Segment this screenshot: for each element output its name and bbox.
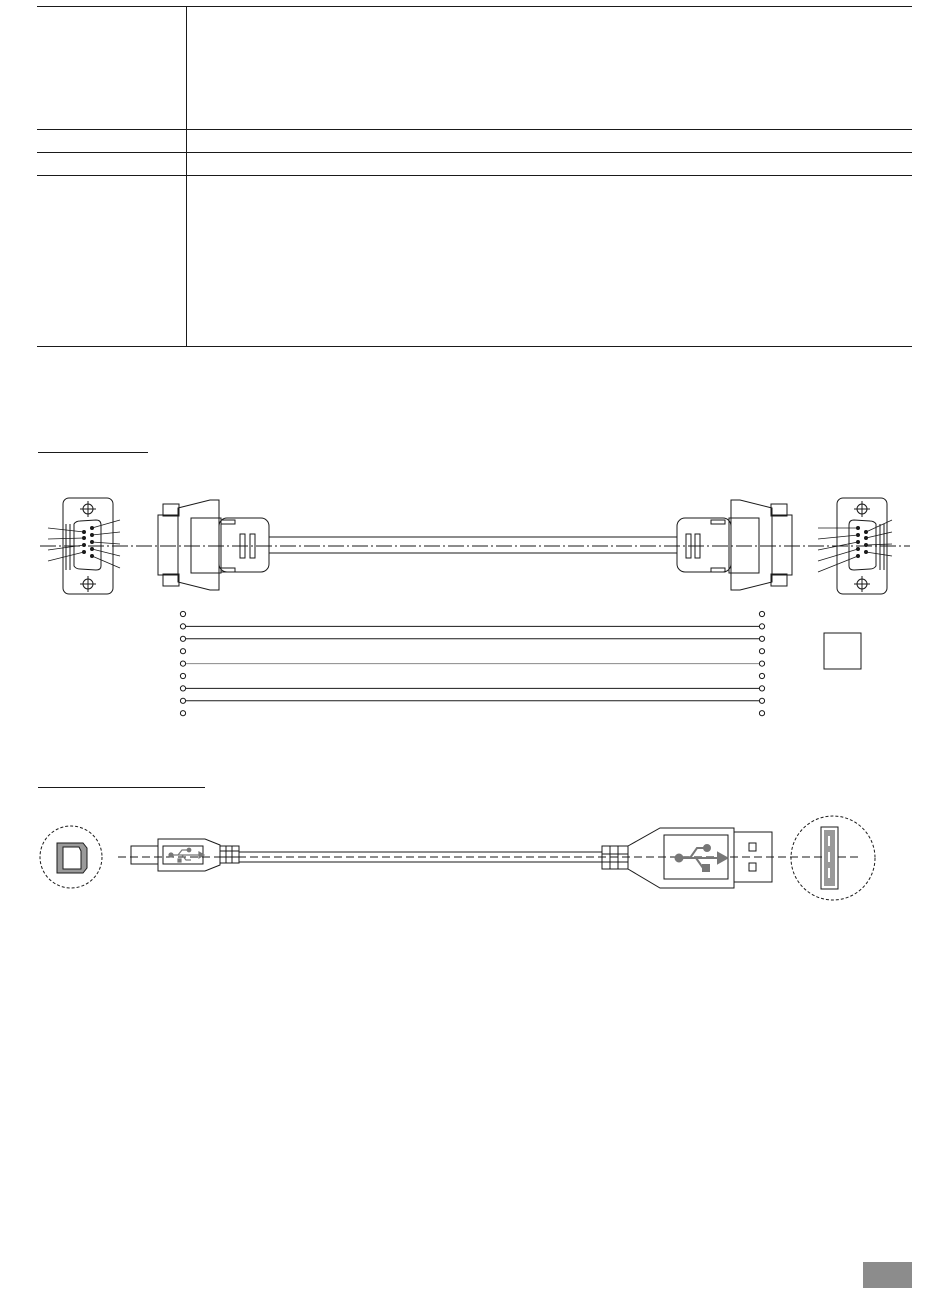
- row-value: [187, 176, 913, 347]
- wire-terminal: [180, 698, 185, 703]
- table-row: [37, 130, 912, 153]
- wire-row: [180, 661, 764, 666]
- row-label: [37, 130, 187, 153]
- row-value: [187, 130, 913, 153]
- pin-leader: [48, 538, 84, 539]
- pin-leader: [92, 520, 120, 528]
- pin-leader: [866, 552, 892, 556]
- wire-terminal: [180, 649, 185, 654]
- row-value: [187, 7, 913, 130]
- wire-row: [180, 636, 764, 641]
- wire-terminal: [759, 698, 764, 703]
- rs232-section-heading: [38, 452, 148, 453]
- table-row: [37, 153, 912, 176]
- wire-terminal: [180, 673, 185, 678]
- usb-icon: [169, 848, 204, 862]
- row-value: [187, 153, 913, 176]
- wire-terminal: [759, 624, 764, 629]
- wire-terminal: [759, 673, 764, 678]
- pin-leader: [92, 542, 120, 544]
- wire-terminal: [180, 686, 185, 691]
- pin-leader: [92, 532, 120, 535]
- wire-terminal: [180, 624, 185, 629]
- row-label: [37, 153, 187, 176]
- wire-terminal: [180, 661, 185, 666]
- wire-terminal: [759, 649, 764, 654]
- pin-leader: [866, 520, 892, 532]
- pin-leader: [866, 532, 892, 538]
- pin-leader: [818, 549, 858, 561]
- wire-row: [180, 673, 764, 678]
- legend-box: [824, 633, 861, 669]
- usb-b-port-detail: [40, 826, 102, 888]
- rs232-cable-diagram: [0, 490, 950, 730]
- table-row: [37, 7, 912, 130]
- wire-terminal: [759, 686, 764, 691]
- wire-row: [180, 611, 764, 616]
- spec-table: [37, 6, 912, 347]
- wire-terminal: [180, 611, 185, 616]
- row-label: [37, 176, 187, 347]
- page-number-tab: [863, 1262, 912, 1288]
- pin-leader: [818, 535, 858, 539]
- usb-section-heading: [38, 787, 205, 788]
- pin-leader: [92, 549, 120, 556]
- wire-list: [180, 611, 764, 715]
- table-row: [37, 176, 912, 347]
- wire-terminal: [759, 636, 764, 641]
- wire-terminal: [180, 711, 185, 716]
- wire-row: [180, 649, 764, 654]
- usb-icon: [676, 845, 728, 871]
- wire-row: [180, 686, 764, 691]
- wire-terminal: [759, 711, 764, 716]
- pin-leader: [92, 556, 120, 568]
- usb-cable-diagram: [0, 818, 950, 918]
- pin-leader: [866, 544, 892, 545]
- wire-row: [180, 711, 764, 716]
- wire-row: [180, 698, 764, 703]
- db9-connector-side-right: [677, 500, 792, 590]
- wire-terminal: [180, 636, 185, 641]
- usb-a-port-detail: [791, 816, 875, 900]
- db9-connector-side-left: [158, 500, 269, 590]
- wire-row: [180, 624, 764, 629]
- row-label: [37, 7, 187, 130]
- wire-terminal: [759, 611, 764, 616]
- wire-terminal: [759, 661, 764, 666]
